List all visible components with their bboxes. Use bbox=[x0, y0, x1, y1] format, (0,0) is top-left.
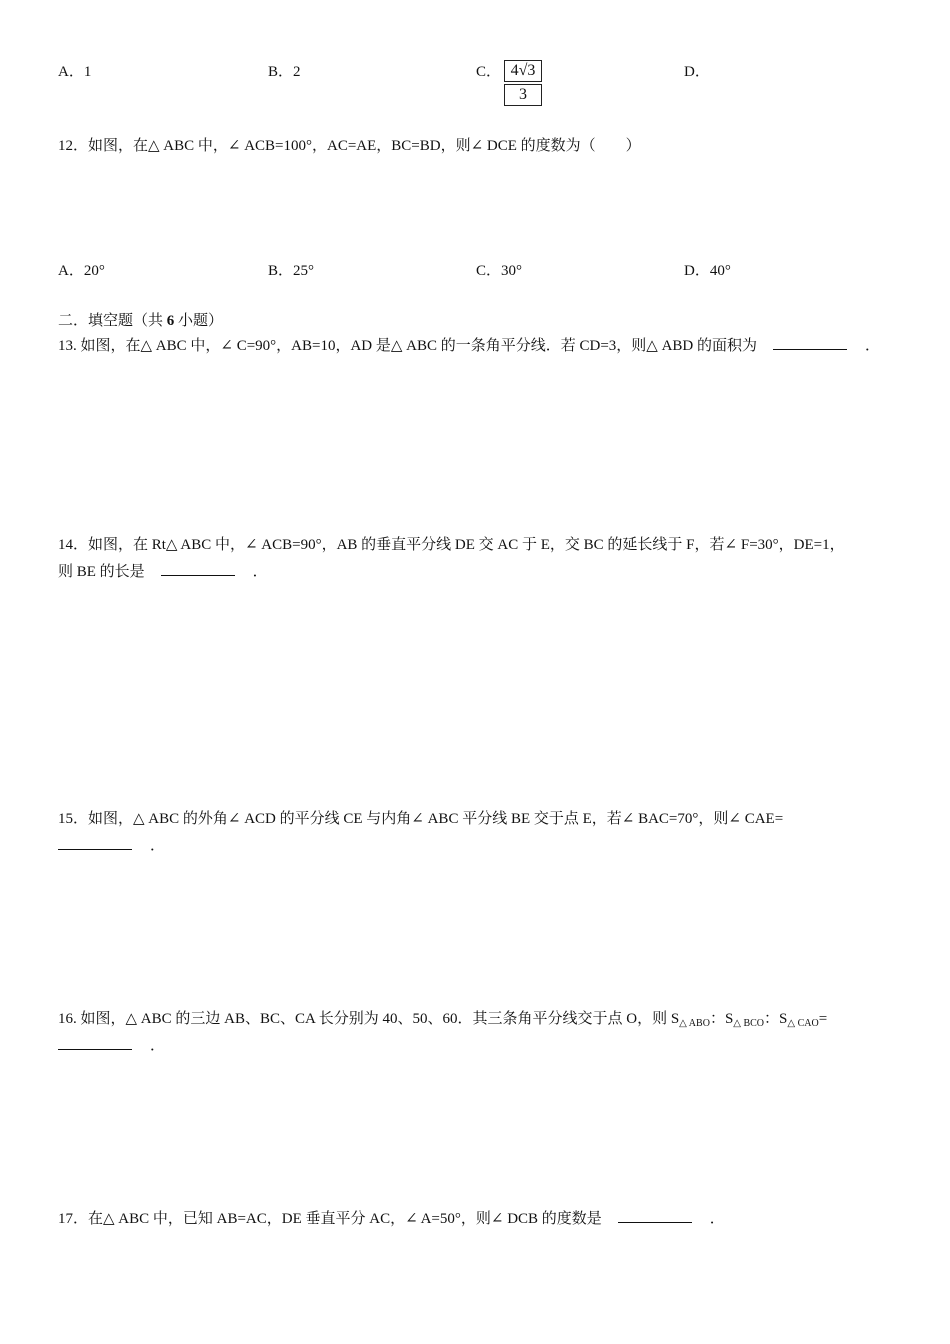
question-text: 13. 如图，在△ ABC 中，∠ C=90°，AB=10，AD 是△ ABC 的一条角平分线．若 CD=3，则△ ABD 的面积为 bbox=[58, 338, 758, 354]
section-count: 6 bbox=[166, 313, 175, 329]
option-label: B． bbox=[268, 263, 294, 279]
separator: ：S bbox=[764, 1011, 788, 1027]
q12-option-a bbox=[58, 261, 105, 281]
q15-question-line1: 15．如图，△ ABC 的外角∠ ACD 的平分线 CE 与内角∠ ABC 平分线 BE 交于点 E，若∠ BAC=70°，则∠ CAE= bbox=[58, 811, 784, 827]
q11-option-c bbox=[476, 62, 501, 82]
q12-option-d bbox=[684, 261, 731, 281]
subscript: △ CAO bbox=[787, 1018, 819, 1029]
fraction-denominator: 3 bbox=[504, 84, 542, 106]
question-end: ． bbox=[709, 1211, 725, 1227]
q12-option-b bbox=[268, 261, 314, 281]
option-label: C． bbox=[476, 64, 502, 80]
answer-blank[interactable] bbox=[58, 835, 132, 850]
option-label: C． bbox=[476, 263, 502, 279]
q11-option-d bbox=[684, 62, 710, 82]
option-label: B． bbox=[268, 64, 294, 80]
question-end: ． bbox=[150, 838, 166, 854]
option-label: A． bbox=[58, 64, 84, 80]
q11-option-a bbox=[58, 62, 91, 82]
answer-blank[interactable] bbox=[618, 1208, 692, 1223]
question-end: ． bbox=[252, 564, 268, 580]
answer-blank[interactable] bbox=[161, 561, 235, 576]
option-value: 30° bbox=[501, 263, 523, 279]
answer-blank[interactable] bbox=[58, 1035, 132, 1050]
separator: ：S bbox=[709, 1011, 734, 1027]
subscript: △ ABO bbox=[679, 1018, 710, 1029]
question-text: 17．在△ ABC 中，已知 AB=AC，DE 垂直平分 AC，∠ A=50°，则∠ DCB 的度数是 bbox=[58, 1211, 602, 1227]
q15-question-line2 bbox=[58, 835, 165, 856]
subscript: △ BCO bbox=[733, 1018, 765, 1029]
q11-fraction-image bbox=[504, 60, 542, 106]
section-heading bbox=[58, 311, 223, 331]
question-end: ． bbox=[865, 338, 881, 354]
q14-question-line2 bbox=[58, 561, 268, 582]
option-value: 40° bbox=[709, 263, 731, 279]
option-label: A． bbox=[58, 263, 84, 279]
section-prefix: 二．填空题（共 bbox=[58, 313, 167, 329]
q14-question-line1: 14．如图，在 Rt△ ABC 中，∠ ACB=90°，AB 的垂直平分线 DE 交 AC 于 E，交 BC 的延长线于 F，若∠ F=30°，DE=1， bbox=[58, 537, 845, 553]
q17-question bbox=[58, 1208, 725, 1229]
equals-sign: = bbox=[818, 1011, 828, 1027]
question-text: 则 BE 的长是 bbox=[58, 564, 145, 580]
option-value: 2 bbox=[293, 64, 301, 80]
q12-question: 12．如图，在△ ABC 中，∠ ACB=100°，AC=AE，BC=BD，则∠ DCE 的度数为（ ） bbox=[58, 138, 641, 154]
q12-option-c bbox=[476, 261, 522, 281]
option-value: 25° bbox=[293, 263, 315, 279]
q16-question-line1 bbox=[58, 1009, 827, 1034]
option-value: 1 bbox=[83, 64, 92, 80]
answer-blank[interactable] bbox=[773, 335, 847, 350]
fraction-numerator: 4√3 bbox=[504, 60, 542, 82]
section-suffix: 小题） bbox=[174, 313, 224, 329]
q16-question-line2 bbox=[58, 1035, 165, 1056]
option-value: 20° bbox=[83, 263, 105, 279]
q11-option-b bbox=[268, 62, 301, 82]
question-end: ． bbox=[150, 1038, 166, 1054]
q13-question bbox=[58, 335, 880, 356]
option-label: D． bbox=[684, 64, 710, 80]
question-text: 16. 如图，△ ABC 的三边 AB、BC、CA 长分别为 40、50、60．其三条角平分线交于点 O，则 S bbox=[58, 1011, 680, 1027]
option-label: D． bbox=[684, 263, 710, 279]
